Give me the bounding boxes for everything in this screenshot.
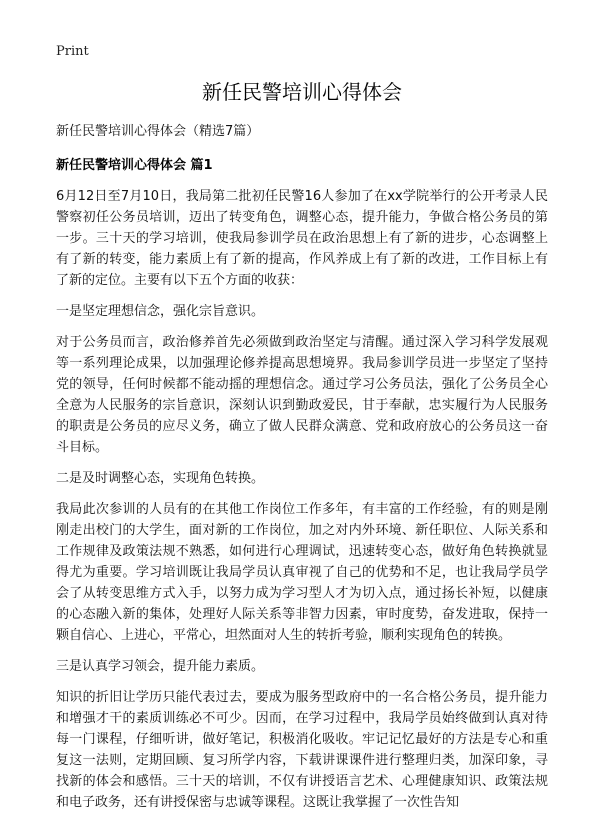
section-heading: 新任民警培训心得体会 篇1 <box>56 158 213 173</box>
paragraph-point-1-body: 对于公务员而言，政治修养首先必须做到政治坚定与清醒。通过深入学习科学发展观等一系列理论成果，以加强理论修养提高思想境界。我局参训学员进一步坚定了坚持党的领导，任何时候都不能动摇的理想信念。通过学习公务员法，强化了公务员全心全意为人民服务的宗旨意识，深刻认识到勤政爱民，甘于奉献，忠实履行为人民服务的职责是公务员的应尽义务，确立了做人民群众满意、党和政府放心的公务员这一奋斗目标。 <box>56 335 548 455</box>
paragraph-point-3-body: 知识的折旧让学历只能代表过去，要成为服务型政府中的一名合格公务员，提升能力和增强才干的素质训练必不可少。因而，在学习过程中，我局学员始终做到认真对待每一门课程，仔细听讲，做好笔记，积极消化吸收。牢记记忆最好的方法是专心和重复这一法则，定期回顾、复习所学内容，下载讲课课件进行整理归类，加深印象，寻找新的体会和感悟。三十天的培训，不仅有讲授语言艺术、心理健康知识、政策法规和电子政务，还有讲授保密与忠诚等课程。这既让我掌握了一次性告知 <box>56 690 548 810</box>
paragraph-point-2-body: 我局此次参训的人员有的在其他工作岗位工作多年，有丰富的工作经验，有的则是刚刚走出校门的大学生，面对新的工作岗位，加之对内外环境、新任职位、人际关系和工作规律及政策法规不熟悉，如何进行心理调试，迅速转变心态，做好角色转换就显得尤为重要。学习培训既让我局学员认真审视了自己的优势和不足，也让我局学员学会了从转变思维方式入手，以努力成为学习型人才为切入点，通过扬长补短，以健康的心态融入新的集体，处理好人际关系等非智力因素，审时度势，奋发进取，保持一颗自信心、上进心，平常心，坦然面对人生的转折考验，顺利实现角色的转换。 <box>56 502 548 643</box>
paragraph-point-2-heading: 二是及时调整心态，实现角色转换。 <box>56 471 265 486</box>
print-link[interactable]: Print <box>56 44 89 59</box>
document-subtitle: 新任民警培训心得体会（精选7篇） <box>56 124 260 139</box>
document-title: 新任民警培训心得体会 <box>202 80 402 104</box>
paragraph-point-1-heading: 一是坚定理想信念，强化宗旨意识。 <box>56 304 265 319</box>
paragraph-intro: 6月12日至7月10日，我局第二批初任民警16人参加了在xx学院举行的公开考录人民警察初任公务员培训，迈出了转变角色，调整心态，提升能力，争做合格公务员的第一步。三十天的学习培训，使我局参训学员在政治思想上有了新的进步，心态调整上有了新的转变，能力素质上有了新的提高，作风养成上有了新的改进，工作目标上有了新的定位。主要有以下五个方面的收获： <box>56 189 548 288</box>
paragraph-point-3-heading: 三是认真学习领会，提升能力素质。 <box>56 659 265 674</box>
